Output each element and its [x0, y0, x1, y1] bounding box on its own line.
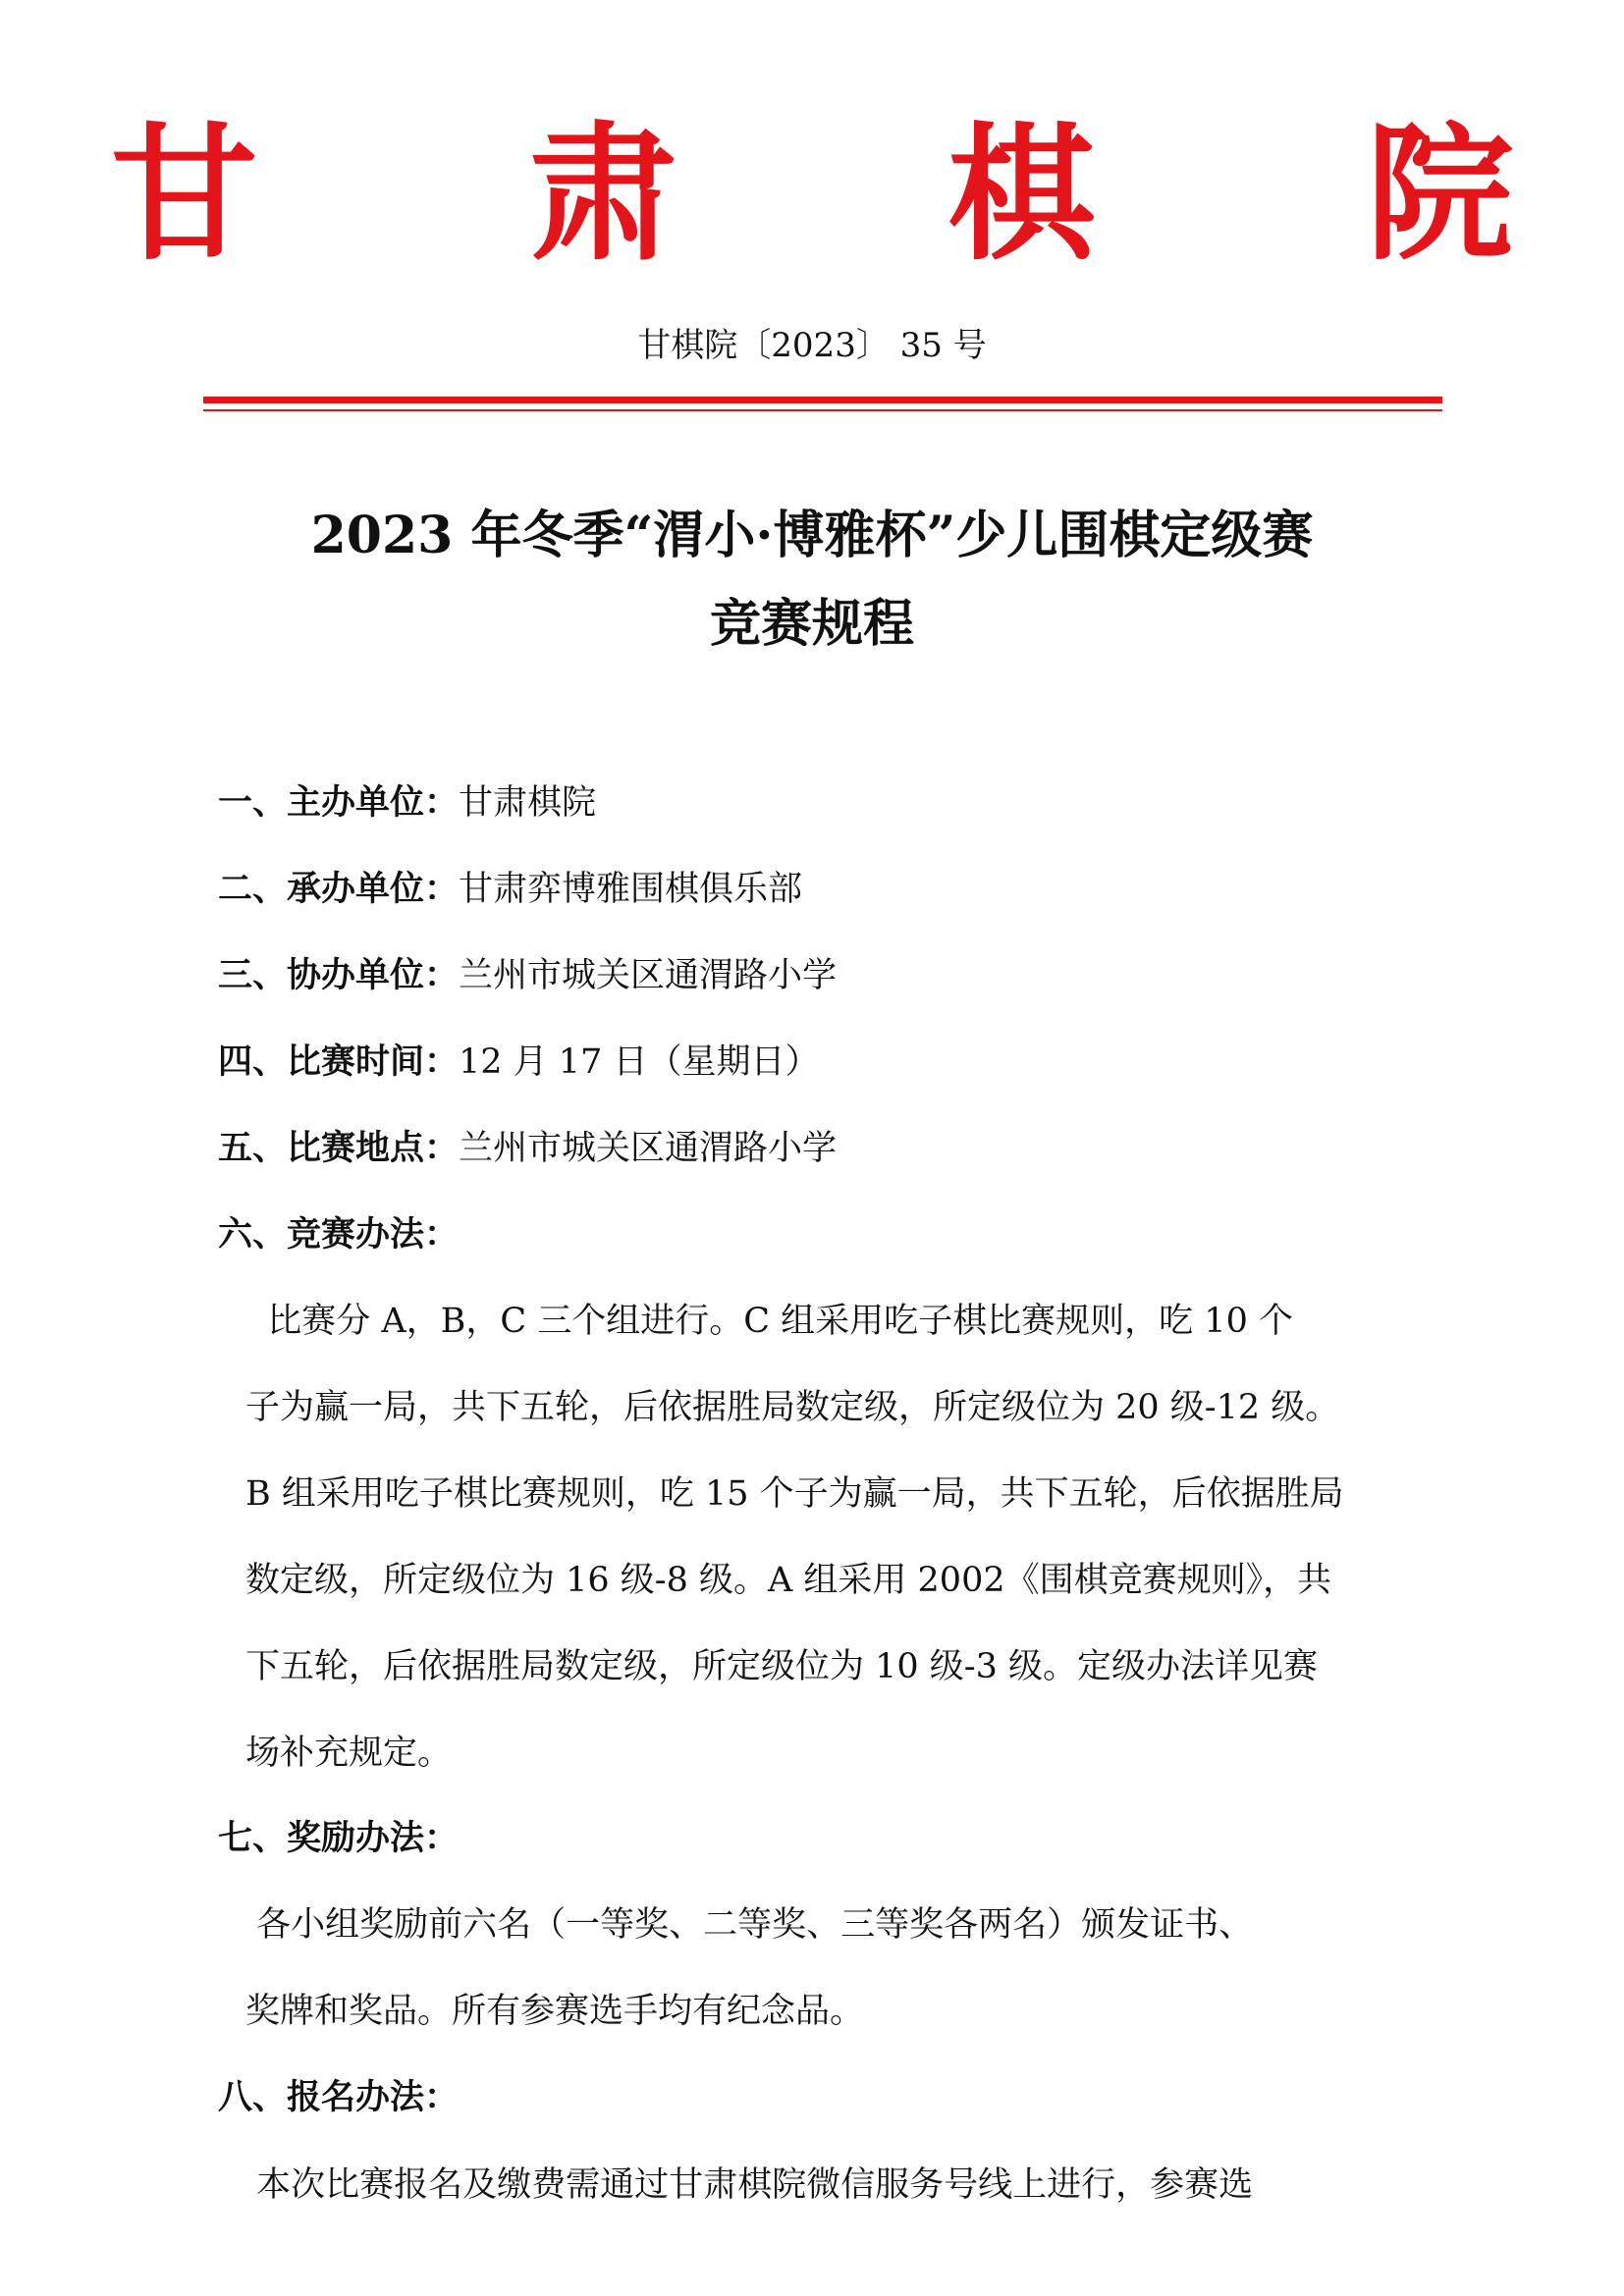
section-award-method — [218, 1816, 459, 1861]
section-competition-method — [218, 1212, 459, 1257]
document-title-line1: 2023 年冬季“渭小·博雅杯”少儿围棋定级赛 — [310, 506, 1314, 565]
paragraph-line: 奖牌和奖品。所有参赛选手均有纪念品。 — [245, 1992, 865, 2031]
paragraph-line: B 组采用吃子棋比赛规则，吃 15 个子为赢一局，共下五轮，后依据胜局 — [245, 1474, 1344, 1514]
paragraph-registration-method — [245, 2142, 1424, 2228]
paragraph-line: 下五轮，后依据胜局数定级，所定级位为 10 级-3 级。定级办法详见赛 — [245, 1647, 1319, 1686]
section-host — [218, 867, 802, 912]
section-organizer — [218, 780, 596, 826]
paragraph-line: 场补充规定。 — [245, 1734, 453, 1773]
paragraph-line: 各小组奖励前六名（一等奖、二等奖、三等奖各两名）颁发证书、 — [245, 1905, 1254, 1945]
section-value: 甘肃棋院 — [459, 783, 597, 823]
paragraph-competition-method — [245, 1278, 1424, 1796]
section-label: 二、承办单位： — [218, 869, 460, 909]
paragraph-line: 数定级，所定级位为 16 级-8 级。A 组采用 2002《围棋竞赛规则》，共 — [245, 1561, 1332, 1600]
section-label: 一、主办单位： — [218, 782, 460, 823]
paragraph-line: 子为赢一局，共下五轮，后依据胜局数定级，所定级位为 20 级-12 级。 — [245, 1388, 1340, 1427]
header-divider-thin — [203, 409, 1442, 411]
section-label: 三、协办单位： — [218, 955, 460, 995]
masthead-org-name: 甘 肃 棋 院 — [110, 108, 1624, 281]
section-label: 六、竞赛办法： — [218, 1214, 460, 1255]
section-co-organizer — [218, 953, 837, 998]
paragraph-line: 比赛分 A，B，C 三个组进行。C 组采用吃子棋比赛规则，吃 10 个 — [245, 1302, 1293, 1341]
section-label: 五、比赛地点： — [218, 1128, 460, 1168]
document-number: 甘棋院〔2023〕 35 号 — [637, 326, 987, 365]
section-label: 四、比赛时间： — [218, 1041, 460, 1082]
document-title-line2: 竞赛规程 — [709, 594, 914, 654]
section-registration-method — [218, 2075, 459, 2120]
section-label: 七、奖励办法： — [218, 1818, 460, 1858]
section-value: 兰州市城关区通渭路小学 — [459, 956, 838, 995]
section-value: 兰州市城关区通渭路小学 — [459, 1129, 838, 1168]
paragraph-line: 本次比赛报名及缴费需通过甘肃棋院微信服务号线上进行，参赛选 — [245, 2165, 1254, 2205]
header-divider-thick — [203, 397, 1442, 403]
section-value: 甘肃弈博雅围棋俱乐部 — [459, 870, 803, 909]
section-venue — [218, 1126, 837, 1171]
paragraph-award-method — [245, 1882, 1424, 2055]
section-value: 12 月 17 日（星期日） — [459, 1042, 820, 1082]
section-time — [218, 1040, 819, 1085]
section-label: 八、报名办法： — [218, 2077, 460, 2117]
